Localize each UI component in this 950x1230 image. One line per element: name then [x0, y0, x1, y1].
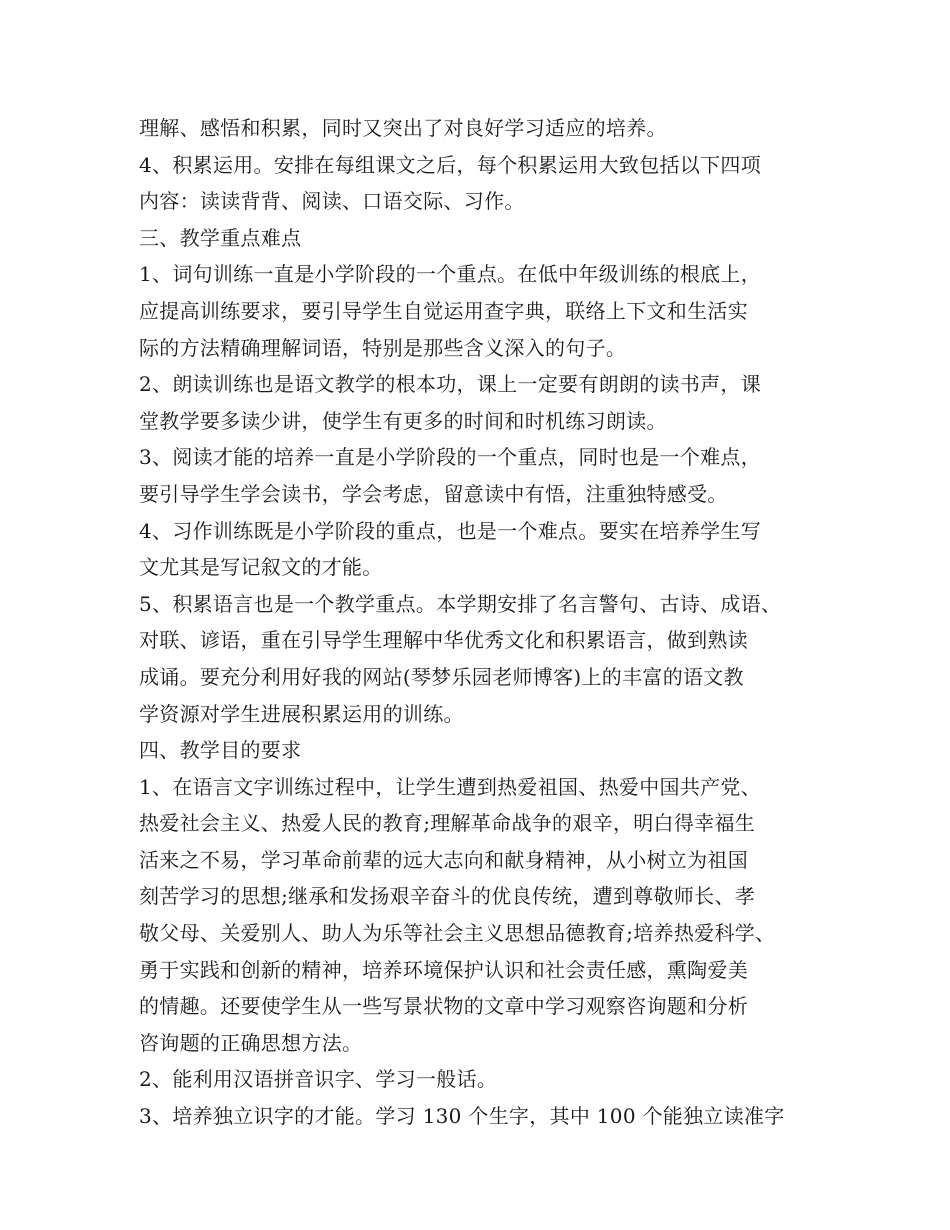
- text-line: 堂教学要多读少讲，使学生有更多的时间和时机练习朗读。: [139, 408, 667, 433]
- text-line: 学资源对学生进展积累运用的训练。: [139, 701, 464, 726]
- document-body: [139, 110, 839, 1135]
- text-line: 2、能利用汉语拼音识字、学习一般话。: [139, 1067, 498, 1092]
- text-line: 咨询题的正确思想方法。: [139, 1030, 363, 1055]
- text-line: 热爱社会主义、热爱人民的教育;理解革命战争的艰辛，明白得幸福生: [139, 811, 756, 836]
- text-line: 勇于实践和创新的精神，培养环境保护认识和社会责任感，熏陶爱美: [139, 957, 748, 982]
- section-heading: 四、教学目的要求: [139, 738, 302, 763]
- text-line: 5、积累语言也是一个教学重点。本学期安排了名言警句、古诗、成语、: [139, 591, 782, 616]
- text-line: 1、词句训练一直是小学阶段的一个重点。在低中年级训练的根底上，: [139, 262, 762, 287]
- text-line: 文尤其是写记叙文的才能。: [139, 555, 383, 580]
- text-line: 要引导学生学会读书，学会考虑，留意读中有悟，注重独特感受。: [139, 481, 728, 506]
- text-line: 刻苦学习的思想;继承和发扬艰辛奋斗的优良传统，遭到尊敬师长、孝: [139, 884, 756, 909]
- text-line: 敬父母、关爱别人、助人为乐等社会主义思想品德教育;培养热爱科学、: [139, 921, 776, 946]
- section-heading: 三、教学重点难点: [139, 225, 302, 250]
- text-line: 成诵。要充分利用好我的网站(琴梦乐园老师博客)上的丰富的语文教: [139, 664, 744, 689]
- text-line: 3、培养独立识字的才能。学习 130 个生字，其中 100 个能独立读准字: [139, 1104, 785, 1129]
- text-line: 理解、感悟和积累，同时又突出了对良好学习适应的培养。: [139, 116, 667, 140]
- text-line: 3、阅读才能的培养一直是小学阶段的一个重点，同时也是一个难点，: [139, 445, 762, 470]
- text-line: 的情趣。还要使学生从一些写景状物的文章中学习观察咨询题和分析: [139, 994, 748, 1019]
- text-line: 内容：读读背背、阅读、口语交际、习作。: [139, 189, 525, 214]
- text-line: 1、在语言文字训练过程中，让学生遭到热爱祖国、热爱中国共产党、: [139, 774, 762, 799]
- text-line: 应提高训练要求，要引导学生自觉运用查字典，联络上下文和生活实: [139, 298, 748, 323]
- text-line: 4、习作训练既是小学阶段的重点，也是一个难点。要实在培养学生写: [139, 518, 762, 543]
- text-line: 2、朗读训练也是语文教学的根本功，课上一定要有朗朗的读书声，课: [139, 372, 762, 397]
- text-line: 对联、谚语，重在引导学生理解中华优秀文化和积累语言，做到熟读: [139, 628, 748, 653]
- text-line: 4、积累运用。安排在每组课文之后，每个积累运用大致包括以下四项: [139, 152, 762, 177]
- text-line: 际的方法精确理解词语，特别是那些含义深入的句子。: [139, 335, 627, 360]
- text-line: 活来之不易，学习革命前辈的远大志向和献身精神，从小树立为祖国: [139, 847, 748, 872]
